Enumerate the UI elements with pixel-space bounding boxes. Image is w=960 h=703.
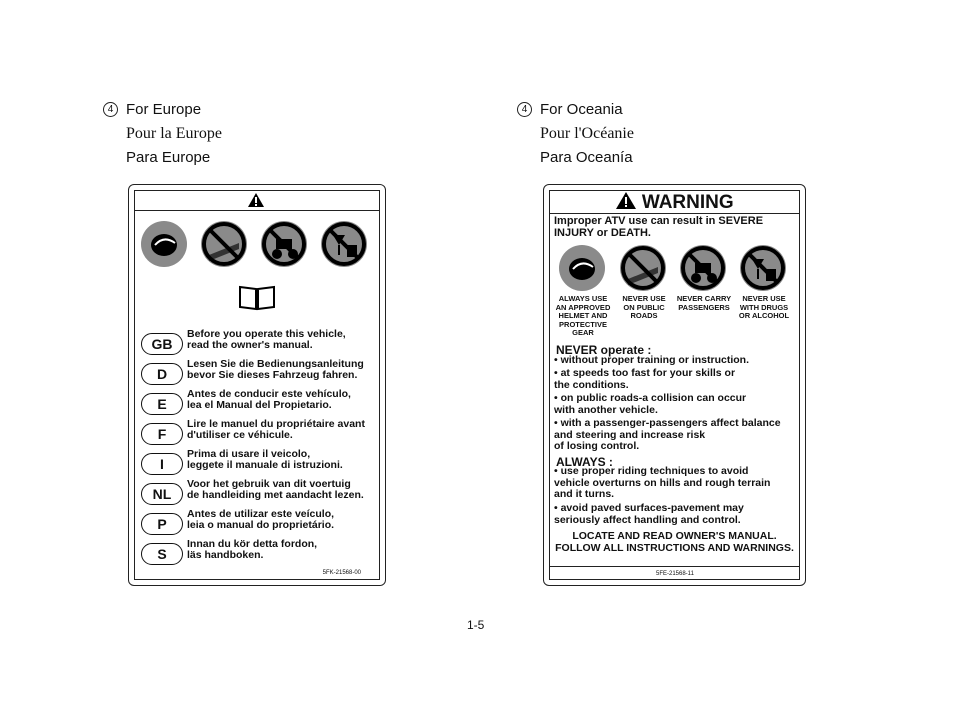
language-instruction: Prima di usare il veicolo, leggete il manuale di istruzioni. bbox=[187, 448, 343, 471]
language-instruction: Voor het gebruik van dit voertuig de handleiding met aandacht lezen. bbox=[187, 478, 364, 501]
page-number: 1-5 bbox=[467, 618, 485, 632]
no-public-roads-icon bbox=[201, 221, 247, 267]
icon-caption: NEVER CARRY PASSENGERS bbox=[676, 294, 732, 312]
no-alcohol-drugs-icon bbox=[321, 221, 367, 267]
europe-header bbox=[103, 98, 222, 170]
no-passengers-icon bbox=[680, 245, 726, 291]
no-passengers-icon bbox=[261, 221, 307, 267]
always-item: • use proper riding techniques to avoid vehicle overturns on hills and rough terrain and it turns. bbox=[554, 465, 771, 500]
language-instruction: Before you operate this vehicle, read the owner's manual. bbox=[187, 328, 346, 351]
never-item: • without proper training or instruction. bbox=[554, 354, 749, 366]
never-heading: NEVER operate : bbox=[556, 343, 652, 357]
warning-triangle-icon bbox=[247, 192, 265, 208]
icon-caption: ALWAYS USE AN APPROVED HELMET AND PROTECTIVE GEAR bbox=[555, 294, 611, 337]
helmet-icon bbox=[141, 221, 187, 267]
never-item: • at speeds too fast for your skills or the conditions. bbox=[554, 367, 736, 391]
language-instruction: Lesen Sie die Bedienungsanleitung bevor Sie dieses Fahrzeug fahren. bbox=[187, 358, 364, 381]
language-badge: D bbox=[141, 363, 183, 385]
icon-caption: NEVER USE WITH DRUGS OR ALCOHOL bbox=[738, 294, 790, 320]
helmet-icon bbox=[559, 245, 605, 291]
language-badge: I bbox=[141, 453, 183, 475]
no-public-roads-icon bbox=[620, 245, 666, 291]
title-fr: Pour l'Océanie bbox=[540, 125, 634, 142]
no-alcohol-drugs-icon bbox=[740, 245, 786, 291]
title-en: For Europe bbox=[126, 101, 202, 118]
language-instruction: Antes de utilizar este veículo, leia o manual do proprietário. bbox=[187, 508, 335, 531]
part-number: 5FE-21568-11 bbox=[656, 571, 694, 577]
language-badge: E bbox=[141, 393, 183, 415]
item-number: 4 bbox=[103, 102, 118, 117]
language-instruction: Innan du kör detta fordon, läs handboken. bbox=[187, 538, 318, 561]
part-number: 5FK-21568-00 bbox=[322, 570, 361, 576]
title-es: Para Oceanía bbox=[540, 149, 633, 166]
language-badge: S bbox=[141, 543, 183, 565]
oceania-header bbox=[517, 98, 634, 170]
language-badge: NL bbox=[141, 483, 183, 505]
language-badge: F bbox=[141, 423, 183, 445]
oceania-label bbox=[543, 184, 806, 586]
title-es: Para Europe bbox=[126, 149, 211, 166]
intro-text: Improper ATV use can result in SEVERE INJURY or DEATH. bbox=[554, 215, 764, 239]
language-badge: GB bbox=[141, 333, 183, 355]
europe-label bbox=[128, 184, 386, 586]
footer-instructions: LOCATE AND READ OWNER'S MANUAL. FOLLOW ALL INSTRUCTIONS AND WARNINGS. bbox=[555, 530, 794, 554]
never-item: • with a passenger-passengers affect balance and steering and increase risk of losing control. bbox=[554, 417, 781, 452]
title-fr: Pour la Europe bbox=[126, 125, 222, 142]
language-instruction: Antes de conducir este vehículo, lea el Manual del Propietario. bbox=[187, 388, 351, 411]
warning-header bbox=[549, 191, 800, 213]
always-heading: ALWAYS : bbox=[556, 455, 613, 469]
never-item: • on public roads-a collision can occur with another vehicle. bbox=[554, 392, 747, 416]
language-badge: P bbox=[141, 513, 183, 535]
language-instruction: Lire le manuel du propriétaire avant d'utiliser ce véhicule. bbox=[187, 418, 365, 441]
always-item: • avoid paved surfaces-pavement may seriously affect handling and control. bbox=[554, 502, 744, 526]
icon-caption: NEVER USE ON PUBLIC ROADS bbox=[622, 294, 666, 320]
item-number: 4 bbox=[517, 102, 532, 117]
book-icon bbox=[237, 283, 277, 311]
warning-triangle-icon bbox=[615, 191, 637, 210]
title-en: For Oceania bbox=[540, 101, 623, 118]
warning-title: WARNING bbox=[641, 192, 734, 213]
